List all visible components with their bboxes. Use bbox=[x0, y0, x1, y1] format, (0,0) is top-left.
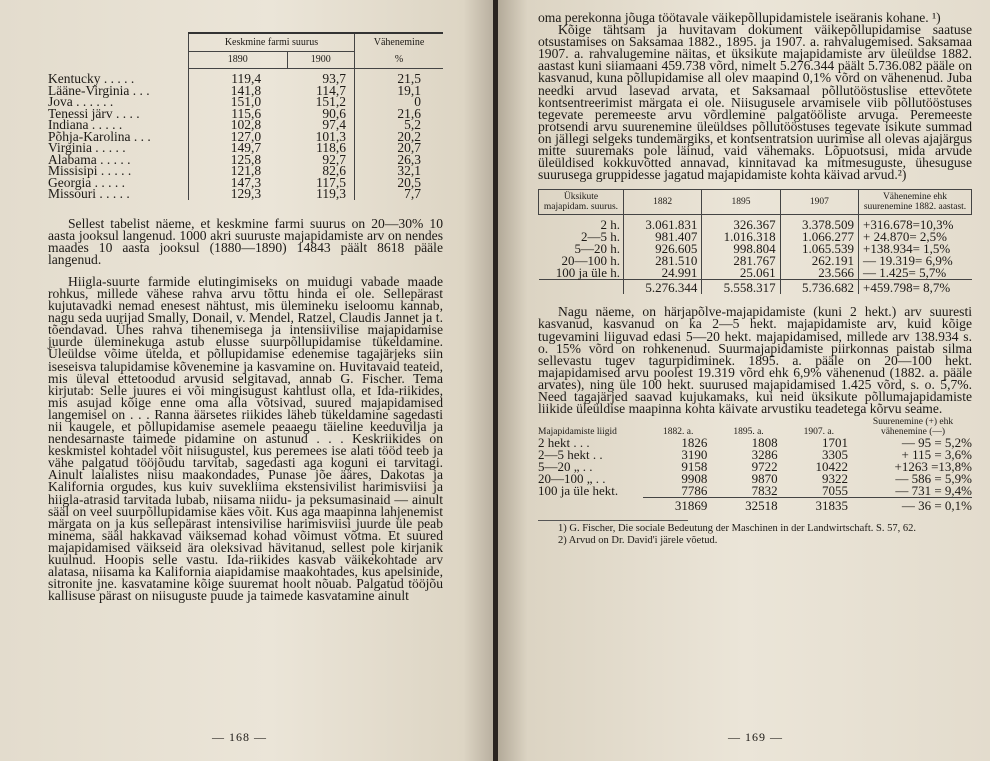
value-1882-cell: 281.510 bbox=[624, 255, 702, 267]
change-cell: — 1.425= 5,7% bbox=[863, 265, 947, 281]
value-1890-cell: 127,0 bbox=[189, 131, 288, 143]
value-1907-cell: 7055 bbox=[822, 483, 848, 499]
paragraph: Hiigla-suurte farmide elutingimiseks on muidugi vabade maade rohkus, millede vähese rahva arvu tõttu hinda ei ole. Sellepärast kujutavadki nemad enesest nähtust, mis ülemineku iseloomu kannab, nagu seda uurijad Smally, Donail, v. Mendel, Ratzel, Claudis Jannet ja t. tõendavad. Ühes rahva tihenemisega ja intensiivilise majapidamise juurde üleminekuga astub elusse suurpõllupidamise tükeldamine. Üleüldse võime ütelda, et põllupidamise edenemise tagajärjeks siin iseseisva talupidamise kõvenemine ja kasvamine on. Huvitavaid teateid, mis üleval ettetoodud arvusid selgitavad, annab G. Fischer. Tema kirjutab: Selle juures ei või mingisugust kahtlust olla, et Ida-riikides, mis asujad kõige enne oma alla võtsivad, suured majapidamised langemisel on . . . Ranna äärsetes riikides läheb tükeldamine sagedasti nii kaugele, et põllupidamise asemele peaaegu täieline keeduvilja ja nendesarnaste taimede pidamine on astunud . . . Keskriikides on keskmistel kohtadel võit niisugustel, kus peremees ise alati tööd teeb ja vähe palgatud tööjõudu tarvitab, sagedasti aga koguni ei tarvitagi. Ainult laialistes niisu maakondades, Punase jõe ääres, Dakotas ja Kalifornia orgudes, kus kuiv suvekliima ekstensivilist harimisviisi ja hiigla-atrasid tarvitada lubab, niisama niidu- ja peksumasinaid — ainult sääl on veel suurpõllupidamise käes võit. Kus aga maapinna lahjenemist märgata on ja kus sellepärast intensivilise harimisviisi juurde üle peab minema, sääl hakkavad väiksemad kohad võimust võtma. Et suured majapidamised väikseid ära oleksivad hävitanud, sellest pole kirjanik kuulnud. Hoopis selle vastu. Ida-riikides kasvab väikekohtade arv alatasa, niisama ka Kalifornia aiapidamise maakohtades, kus apelsinide, sitronite jne. kasvatamine kõige suuremat hoolt nõuab. Palgatud tööjõu kallisuse pärast on niisuguste puude ja taimede kasvatamine ainult bbox=[48, 273, 443, 604]
value-1882-cell: 7786 bbox=[681, 483, 708, 499]
total-1882: 31869 bbox=[643, 498, 713, 513]
land-area-table bbox=[538, 417, 972, 512]
state-cell: Põhja-Karolina . . . bbox=[48, 128, 151, 144]
table-total-row bbox=[539, 280, 972, 295]
value-1900-cell: 92,7 bbox=[322, 151, 346, 167]
total-1882: 5.276.344 bbox=[624, 280, 702, 295]
change-header: Suurenemine (+) ehk vähenemine (—) bbox=[872, 417, 954, 438]
value-1900-cell: 101,3 bbox=[315, 128, 346, 144]
decrease-cell: 7,7 bbox=[354, 188, 443, 200]
value-1890-cell: 102,8 bbox=[189, 119, 288, 131]
change-header: Vähenemine ehk suurenemine 1882. aastast. bbox=[859, 190, 972, 215]
value-1900-cell: 118,6 bbox=[316, 140, 346, 155]
value-1907-cell: 9322 bbox=[822, 471, 848, 487]
value-1907-cell: 10422 bbox=[815, 459, 848, 475]
value-1900-cell: 114,7 bbox=[316, 82, 346, 98]
value-1900-cell: 151,2 bbox=[315, 94, 346, 109]
total-1895: 5.558.317 bbox=[702, 280, 780, 295]
value-1907-cell: 1701 bbox=[822, 435, 848, 451]
value-1895-cell: 7832 bbox=[751, 483, 778, 499]
value-1900-cell: 119,3 bbox=[316, 186, 346, 201]
decrease-header: Vähenemine bbox=[354, 33, 443, 52]
y1895-header: 1895 bbox=[702, 190, 780, 215]
value-1882-cell: 9908 bbox=[681, 471, 708, 487]
value-1882-cell: 3.061.831 bbox=[624, 215, 702, 232]
avg-size-header: Keskmine farmi suurus bbox=[189, 33, 355, 52]
value-1882-cell: 9158 bbox=[681, 459, 708, 475]
value-1907-cell: 1.066.277 bbox=[780, 231, 858, 243]
value-1907-cell: 3305 bbox=[822, 447, 848, 463]
value-1907-cell: 1.065.539 bbox=[780, 243, 858, 255]
state-cell: Missouri . . . . . bbox=[48, 186, 130, 201]
kind-header: Majapidamiste liigid bbox=[538, 427, 617, 438]
value-1900-cell: 90,6 bbox=[322, 105, 346, 121]
kind-cell: 5—20 „ . . bbox=[538, 459, 593, 475]
decrease-cell: 32,1 bbox=[354, 165, 443, 177]
size-cell: 2 h. bbox=[539, 215, 624, 232]
total-1895: 32518 bbox=[713, 498, 783, 513]
value-1895-cell: 326.367 bbox=[702, 215, 780, 232]
value-1890-cell: 121,8 bbox=[189, 165, 288, 177]
paragraph: Sellest tabelist näeme, et keskmine farmi suurus on 20—30% 10 aasta jooksul langenud. 1000 akri suuruste majapidamiste arv on nendes maades 10 aasta jooksul (1880—1890) 14843 päält 8618 pääle langenud. bbox=[48, 215, 443, 267]
total-1907: 31835 bbox=[784, 498, 854, 513]
value-1882-cell: 1826 bbox=[681, 435, 708, 451]
page-number: — 168 — bbox=[212, 730, 267, 744]
change-cell: +1263 =13,8% bbox=[894, 459, 972, 475]
value-1907-cell: 3.378.509 bbox=[780, 215, 858, 232]
change-cell: + 24.870= 2,5% bbox=[863, 229, 947, 245]
value-1890-cell: 141,8 bbox=[189, 85, 288, 97]
total-1907: 5.736.682 bbox=[780, 280, 858, 295]
year-1900-header: 1900 bbox=[287, 52, 354, 69]
change-cell: — 731 = 9,4% bbox=[895, 483, 972, 499]
change-cell: — 19.319= 6,9% bbox=[863, 253, 953, 269]
kind-cell: 2—5 hekt . . bbox=[538, 447, 603, 463]
value-1900-cell: 97,4 bbox=[322, 117, 346, 132]
y1907-header: 1907 bbox=[780, 190, 858, 215]
value-1900-cell: 93,7 bbox=[322, 71, 346, 86]
b-header: 1895. a. bbox=[733, 427, 764, 438]
y1882-header: 1882 bbox=[624, 190, 702, 215]
value-1890-cell: 115,6 bbox=[189, 108, 288, 120]
value-1882-cell: 24.991 bbox=[624, 267, 702, 280]
size-header: Üksikute majapidam. suurus. bbox=[539, 190, 624, 215]
paragraph: oma perekonna jõuga töötavale väikepõllupidamistele iseäranis kohane. ¹) bbox=[538, 10, 941, 25]
footnote: 1) G. Fischer, Die sociale Bedeutung der Maschinen in der Landwirtschaft. S. 57, 62. bbox=[558, 523, 916, 535]
kind-cell: 20—100 „ . . bbox=[538, 471, 606, 487]
value-1895-cell: 3286 bbox=[751, 447, 778, 463]
decrease-cell: 20,5 bbox=[354, 177, 443, 189]
size-cell: 20—100 h. bbox=[539, 255, 624, 267]
change-cell: +138.934= 1,5% bbox=[863, 241, 951, 257]
table-total-row bbox=[538, 498, 972, 513]
paragraph: Kõige tähtsam ja huvitavam dokument väikepõllupidamise saatuse otsustamises on Saksamaa 1882., 1895. ja 1907. a. rahvalugemised. Saksamaa 1907. a. rahvalugemine näitas, et üksikute majapidamiste arv üleüldse 1882. aastast kuni siiamaani 459.738 võrd, nimelt 5.276.344 päält 5.736.082 pääle on kasvanud, kuna põllupidamise all olev maapind 0,1% võrd on vähenenud. Juba needki arvud lasevad arvata, et Saksamaal põllutööstuslise ettevõtete kontsentreerimist märgata ei ole. Niisugusele arvamisele viib põllutööstuses tegevate peremeeste arvu võrdlemine palgatööliste arvuga. Peremeeste protsendi arvu suurenemine üleüldses põllutööstuses tegevate isikute summad on jällegi selgeks tundemärgiks, et kontsentratsion uurimise all olevas ajajärgus mitte suuremaks pole läinud, vaid vähemaks. Lõpuotsusi, mida arvude üleüldised kokkuvõtted annavad, kinnitavad ka mitmesuguste, ühesuguse suurusega gruppidesse jagatud majapidamiste kohta käivad arvud.²) bbox=[538, 22, 972, 183]
state-cell: Jova . . . . . . bbox=[48, 94, 114, 109]
value-1895-cell: 25.061 bbox=[702, 267, 780, 280]
state-cell: Missisipi . . . . . bbox=[48, 163, 132, 178]
value-1890-cell: 119,4 bbox=[189, 69, 288, 85]
change-cell: +316.678=10,3% bbox=[863, 217, 954, 233]
value-1895-cell: 998.804 bbox=[702, 243, 780, 255]
c-header: 1907. a. bbox=[803, 427, 834, 438]
value-1882-cell: 926.605 bbox=[624, 243, 702, 255]
value-1900-cell: 82,6 bbox=[322, 163, 346, 178]
decrease-cell: 19,1 bbox=[354, 85, 443, 97]
left-body-text bbox=[48, 215, 443, 604]
size-cell: 5—20 h. bbox=[539, 243, 624, 255]
size-cell: 100 ja üle h. bbox=[539, 267, 624, 280]
holdings-count-table bbox=[538, 189, 972, 294]
value-1895-cell: 9870 bbox=[751, 471, 778, 487]
a-header: 1882. a. bbox=[662, 427, 694, 438]
value-1895-cell: 1.016.318 bbox=[702, 231, 780, 243]
state-cell: Indiana . . . . . bbox=[48, 117, 123, 132]
footnotes bbox=[538, 523, 972, 547]
change-cell: — 95 = 5,2% bbox=[901, 435, 972, 451]
value-1895-cell: 281.767 bbox=[702, 255, 780, 267]
footnote: 2) Arvud on Dr. David'i järele võetud. bbox=[558, 535, 718, 547]
value-1890-cell: 125,8 bbox=[189, 154, 288, 166]
year-1890-header: 1890 bbox=[189, 52, 288, 69]
decrease-cell: 21,5 bbox=[354, 69, 443, 85]
table-row bbox=[539, 267, 972, 280]
size-cell: 2—5 h. bbox=[539, 231, 624, 243]
right-middle-text bbox=[538, 306, 972, 415]
value-1882-cell: 981.407 bbox=[624, 231, 702, 243]
table-row bbox=[48, 188, 443, 200]
total-change: +459.798= 8,7% bbox=[859, 280, 972, 295]
value-1907-cell: 23.566 bbox=[780, 267, 858, 280]
state-cell: Lääne-Virginia . . . bbox=[48, 82, 150, 98]
change-cell: — 586 = 5,9% bbox=[895, 471, 972, 487]
value-1890-cell: 129,3 bbox=[189, 188, 288, 200]
state-cell: Alabama . . . . . bbox=[48, 151, 131, 167]
left-page bbox=[0, 0, 493, 761]
value-1900-cell: 117,5 bbox=[316, 174, 346, 190]
kind-cell: 2 hekt . . . bbox=[538, 435, 590, 451]
value-1907-cell: 262.191 bbox=[780, 255, 858, 267]
right-intro-text bbox=[538, 12, 972, 181]
paragraph: Nagu näeme, on härjapõlve-majapidamiste (kuni 2 hekt.) arv suuresti kasvanud, kasvanud on ka 2—5 hekt. majapidamiste arv, kuid kõige tugevamini liiguvad edasi 5—20 hekt. majapidamised, millede arv 138.934 s. o. 15% võrd on rohkenenud. Suurmajapidamiste piirkonnas paistab silma sellevastu tugev tagurpidiminek. 1895. a. pääle on 20—100 hekt. majapidamised arvu poolest 19.319 võrd ehk 6,9% vähenenud (1882. a. pääle arvates), ning üle 100 hekt. suurused majapidamised 1.425 võrd, s. o. 5,7%. Need tagajärjed saavad kujukamaks, kui neid üksikute põllumajapidamiste liikide üleüldise maapinna kohta käivate arvustiku teadetega kõrvu seame. bbox=[538, 304, 972, 417]
farm-size-table bbox=[48, 32, 443, 200]
page-number: — 169 — bbox=[728, 730, 783, 744]
kind-cell: 100 ja üle hekt. bbox=[538, 483, 619, 499]
value-1890-cell: 149,7 bbox=[189, 142, 288, 154]
table-row bbox=[538, 485, 972, 498]
state-cell: Georgia . . . . . bbox=[48, 174, 125, 190]
state-cell: Kentucky . . . . . bbox=[48, 70, 135, 86]
state-cell: Virginia . . . . . bbox=[48, 140, 126, 155]
decrease-cell: 20,2 bbox=[354, 131, 443, 143]
total-change: — 36 = 0,1% bbox=[854, 498, 972, 513]
value-1895-cell: 1808 bbox=[751, 435, 778, 451]
decrease-cell: 26,3 bbox=[354, 154, 443, 166]
decrease-cell: 0 bbox=[354, 96, 443, 108]
decrease-cell: 5,2 bbox=[354, 119, 443, 131]
value-1895-cell: 9722 bbox=[751, 459, 778, 475]
value-1882-cell: 3190 bbox=[681, 447, 708, 463]
value-1890-cell: 151,0 bbox=[189, 96, 288, 108]
value-1890-cell: 147,3 bbox=[189, 177, 288, 189]
change-cell: + 115 = 3,6% bbox=[901, 447, 972, 463]
pct-header: % bbox=[354, 52, 443, 69]
decrease-cell: 21,6 bbox=[354, 108, 443, 120]
decrease-cell: 20,7 bbox=[354, 142, 443, 154]
right-page bbox=[498, 0, 990, 761]
state-cell: Tenessi järv . . . . bbox=[48, 105, 140, 121]
